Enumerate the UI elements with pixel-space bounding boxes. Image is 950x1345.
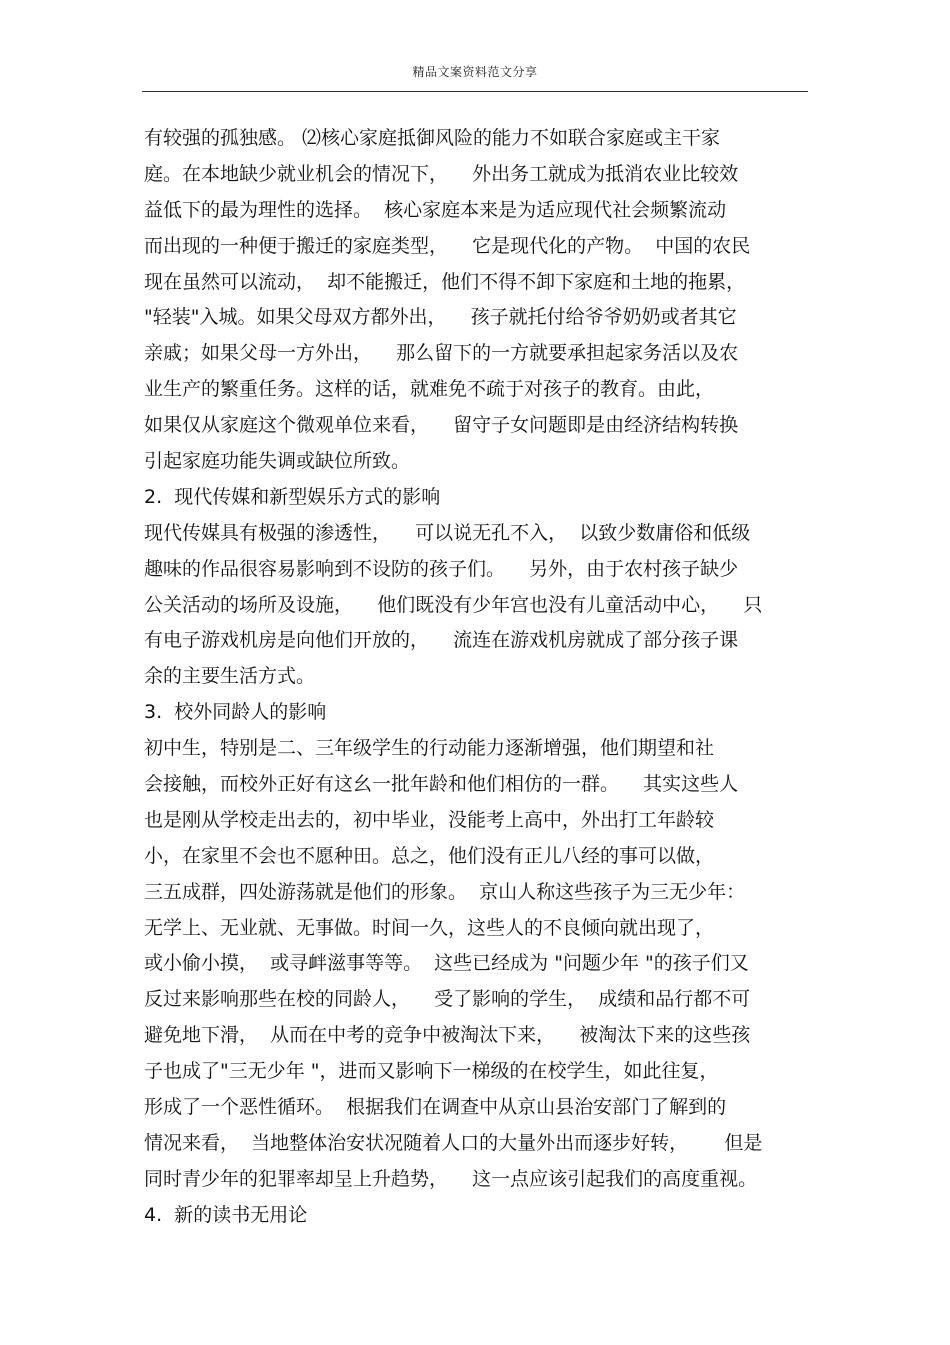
section-heading: 3. 校外同龄人的影响 — [144, 701, 327, 724]
text-line: 形成了一个恶性循环。 根据我们在调查中从京山县治安部门了解到的 — [144, 1096, 727, 1119]
text-line: 初中生，特别是二、三年级学生的行动能力逐渐增强，他们期望和社 — [144, 737, 715, 760]
text-line: 益低下的最为理性的选择。 核心家庭本来是为适应现代社会频繁流动 — [144, 198, 727, 221]
text-line: 会接触，而校外正好有这幺一批年龄和他们相仿的一群。 其实这些人 — [144, 773, 739, 796]
text-line: 引起家庭功能失调或缺位所致。 — [144, 450, 411, 473]
text-line: "轻装"入城。如果父母双方都外出， 孩子就托付给爷爷奶奶或者其它 — [144, 306, 737, 329]
text-line: 亲戚；如果父母一方外出， 那么留下的一方就要承担起家务活以及农 — [144, 342, 739, 365]
text-line: 现在虽然可以流动， 却不能搬迁，他们不得不卸下家庭和土地的拖累， — [144, 270, 746, 293]
text-line: 反过来影响那些在校的同龄人， 受了影响的学生， 成绩和品行都不可 — [144, 988, 751, 1011]
text-line: 趣味的作品很容易影响到不设防的孩子们。 另外，由于农村孩子缺少 — [144, 557, 739, 580]
text-line: 公关活动的场所及设施， 他们既没有少年宫也没有儿童活动中心， 只 — [144, 593, 763, 616]
header-divider — [142, 91, 808, 92]
text-line: 有电子游戏机房是向他们开放的， 流连在游戏机房就成了部分孩子课 — [144, 629, 739, 652]
text-line: 现代传媒具有极强的渗透性， 可以说无孔不入， 以致少数庸俗和低级 — [144, 521, 751, 544]
text-line: 如果仅从家庭这个微观单位来看， 留守子女问题即是由经济结构转换 — [144, 414, 739, 437]
text-line: 子也成了"三无少年 "，进而又影响下一梯级的在校学生，如此往复， — [144, 1060, 719, 1083]
text-line: 避免地下滑， 从而在中考的竞争中被淘汰下来， 被淘汰下来的这些孩 — [144, 1024, 751, 1047]
text-line: 而出现的一种便于搬迁的家庭类型， 它是现代化的产物。 中国的农民 — [144, 234, 751, 257]
text-line: 情况来看， 当地整体治安状况随着人口的大量外出而逐步好转， 但是 — [144, 1131, 763, 1154]
text-line: 有较强的孤独感。 ⑵核心家庭抵御风险的能力不如联合家庭或主干家 — [144, 127, 721, 149]
text-line: 庭。在本地缺少就业机会的情况下， 外出务工就成为抵消农业比较效 — [144, 162, 739, 185]
section-heading: 4. 新的读书无用论 — [144, 1203, 308, 1226]
document-body — [144, 121, 824, 1234]
page-header-title: 精品文案资料范文分享 — [412, 65, 538, 79]
text-line: 小，在家里不会也不愿种田。总之，他们没有正儿八经的事可以做， — [144, 844, 715, 867]
text-line: 余的主要生活方式。 — [144, 665, 316, 688]
text-line: 三五成群，四处游荡就是他们的形象。 京山人称这些孩子为三无少年： — [144, 880, 746, 903]
text-line: 业生产的繁重任务。这样的话，就难免不疏于对孩子的教育。由此， — [144, 378, 715, 401]
text-line: 或小偷小摸， 或寻衅滋事等等。 这些已经成为 "问题少年 "的孩子们又 — [144, 952, 749, 975]
text-line: 也是刚从学校走出去的，初中毕业，没能考上高中，外出打工年龄较 — [144, 808, 715, 831]
text-line: 同时青少年的犯罪率却呈上升趋势， 这一点应该引起我们的高度重视。 — [144, 1167, 758, 1190]
text-line: 无学上、无业就、无事做。时间一久，这些人的不良倾向就出现了， — [144, 916, 715, 939]
section-heading: 2. 现代传媒和新型娱乐方式的影响 — [144, 485, 441, 508]
